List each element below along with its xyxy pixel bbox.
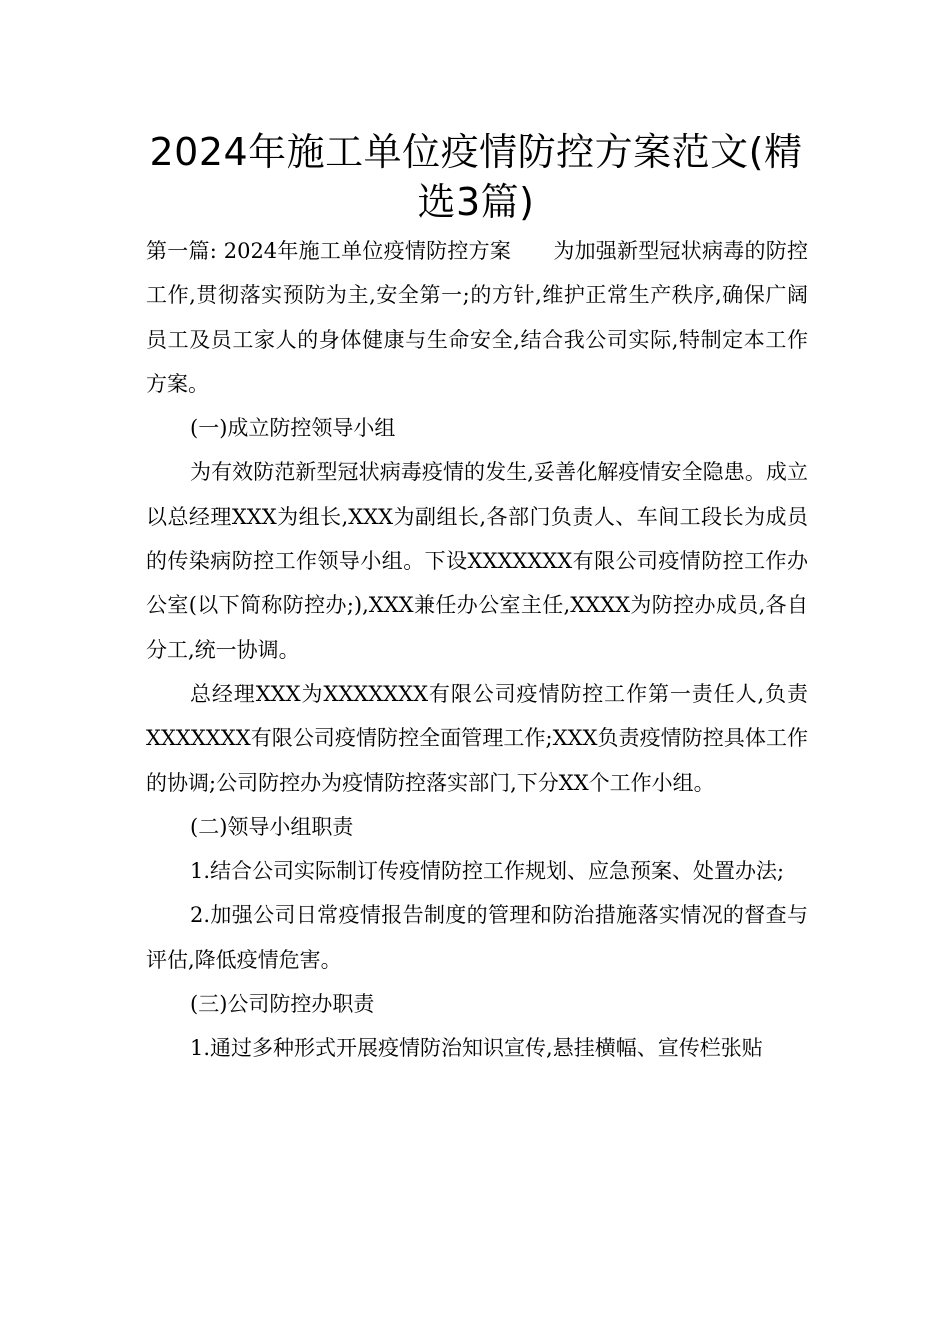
paragraph-intro <box>146 229 808 406</box>
subheading-group-duties: (二)领导小组职责 <box>190 814 354 839</box>
list-item-office-duty-1: 1.通过多种形式开展疫情防治知识宣传,悬挂横幅、宣传栏张贴 <box>190 1036 763 1061</box>
document-body <box>146 229 808 1071</box>
subheading-leadership-group: (一)成立防控领导小组 <box>190 416 396 441</box>
paragraph-intro-text: 为加强新型冠状病毒的防控工作,贯彻落实预防为主,安全第一;的方针,维护正常生产秩序,确保广阔员工及员工家人的身体健康与生命安全,结合我公司实际,特制定本工作方案。 <box>146 239 808 396</box>
list-item-duty-1: 1.结合公司实际制订传疫情防控工作规划、应急预案、处置办法; <box>190 859 785 884</box>
paragraph-responsibility: 总经理XXX为XXXXXXX有限公司疫情防控工作第一责任人,负责XXXXXXX有限公司疫情防控全面管理工作;XXX负责疫情防控具体工作的协调;公司防控办为疫情防控落实部门,下分XX个工作小组。 <box>146 681 808 795</box>
subheading-office-duties: (三)公司防控办职责 <box>190 992 375 1017</box>
paragraph-group-setup: 为有效防范新型冠状病毒疫情的发生,妥善化解疫情安全隐患。成立以总经理XXX为组长,XXX为副组长,各部门负责人、车间工段长为成员的传染病防控工作领导小组。下设XXXXXXX有限公司疫情防控工作办公室(以下简称防控办;),XXX兼任办公室主任,XXXX为防控办成员,各自分工,统一协调。 <box>146 460 808 662</box>
section-heading-first: 第一篇: 2024年施工单位疫情防控方案 <box>146 239 512 263</box>
document-title: 2024年施工单位疫情防控方案范文(精选3篇) <box>149 130 803 224</box>
list-item-duty-2: 2.加强公司日常疫情报告制度的管理和防治措施落实情况的督查与评估,降低疫情危害。 <box>146 903 808 972</box>
